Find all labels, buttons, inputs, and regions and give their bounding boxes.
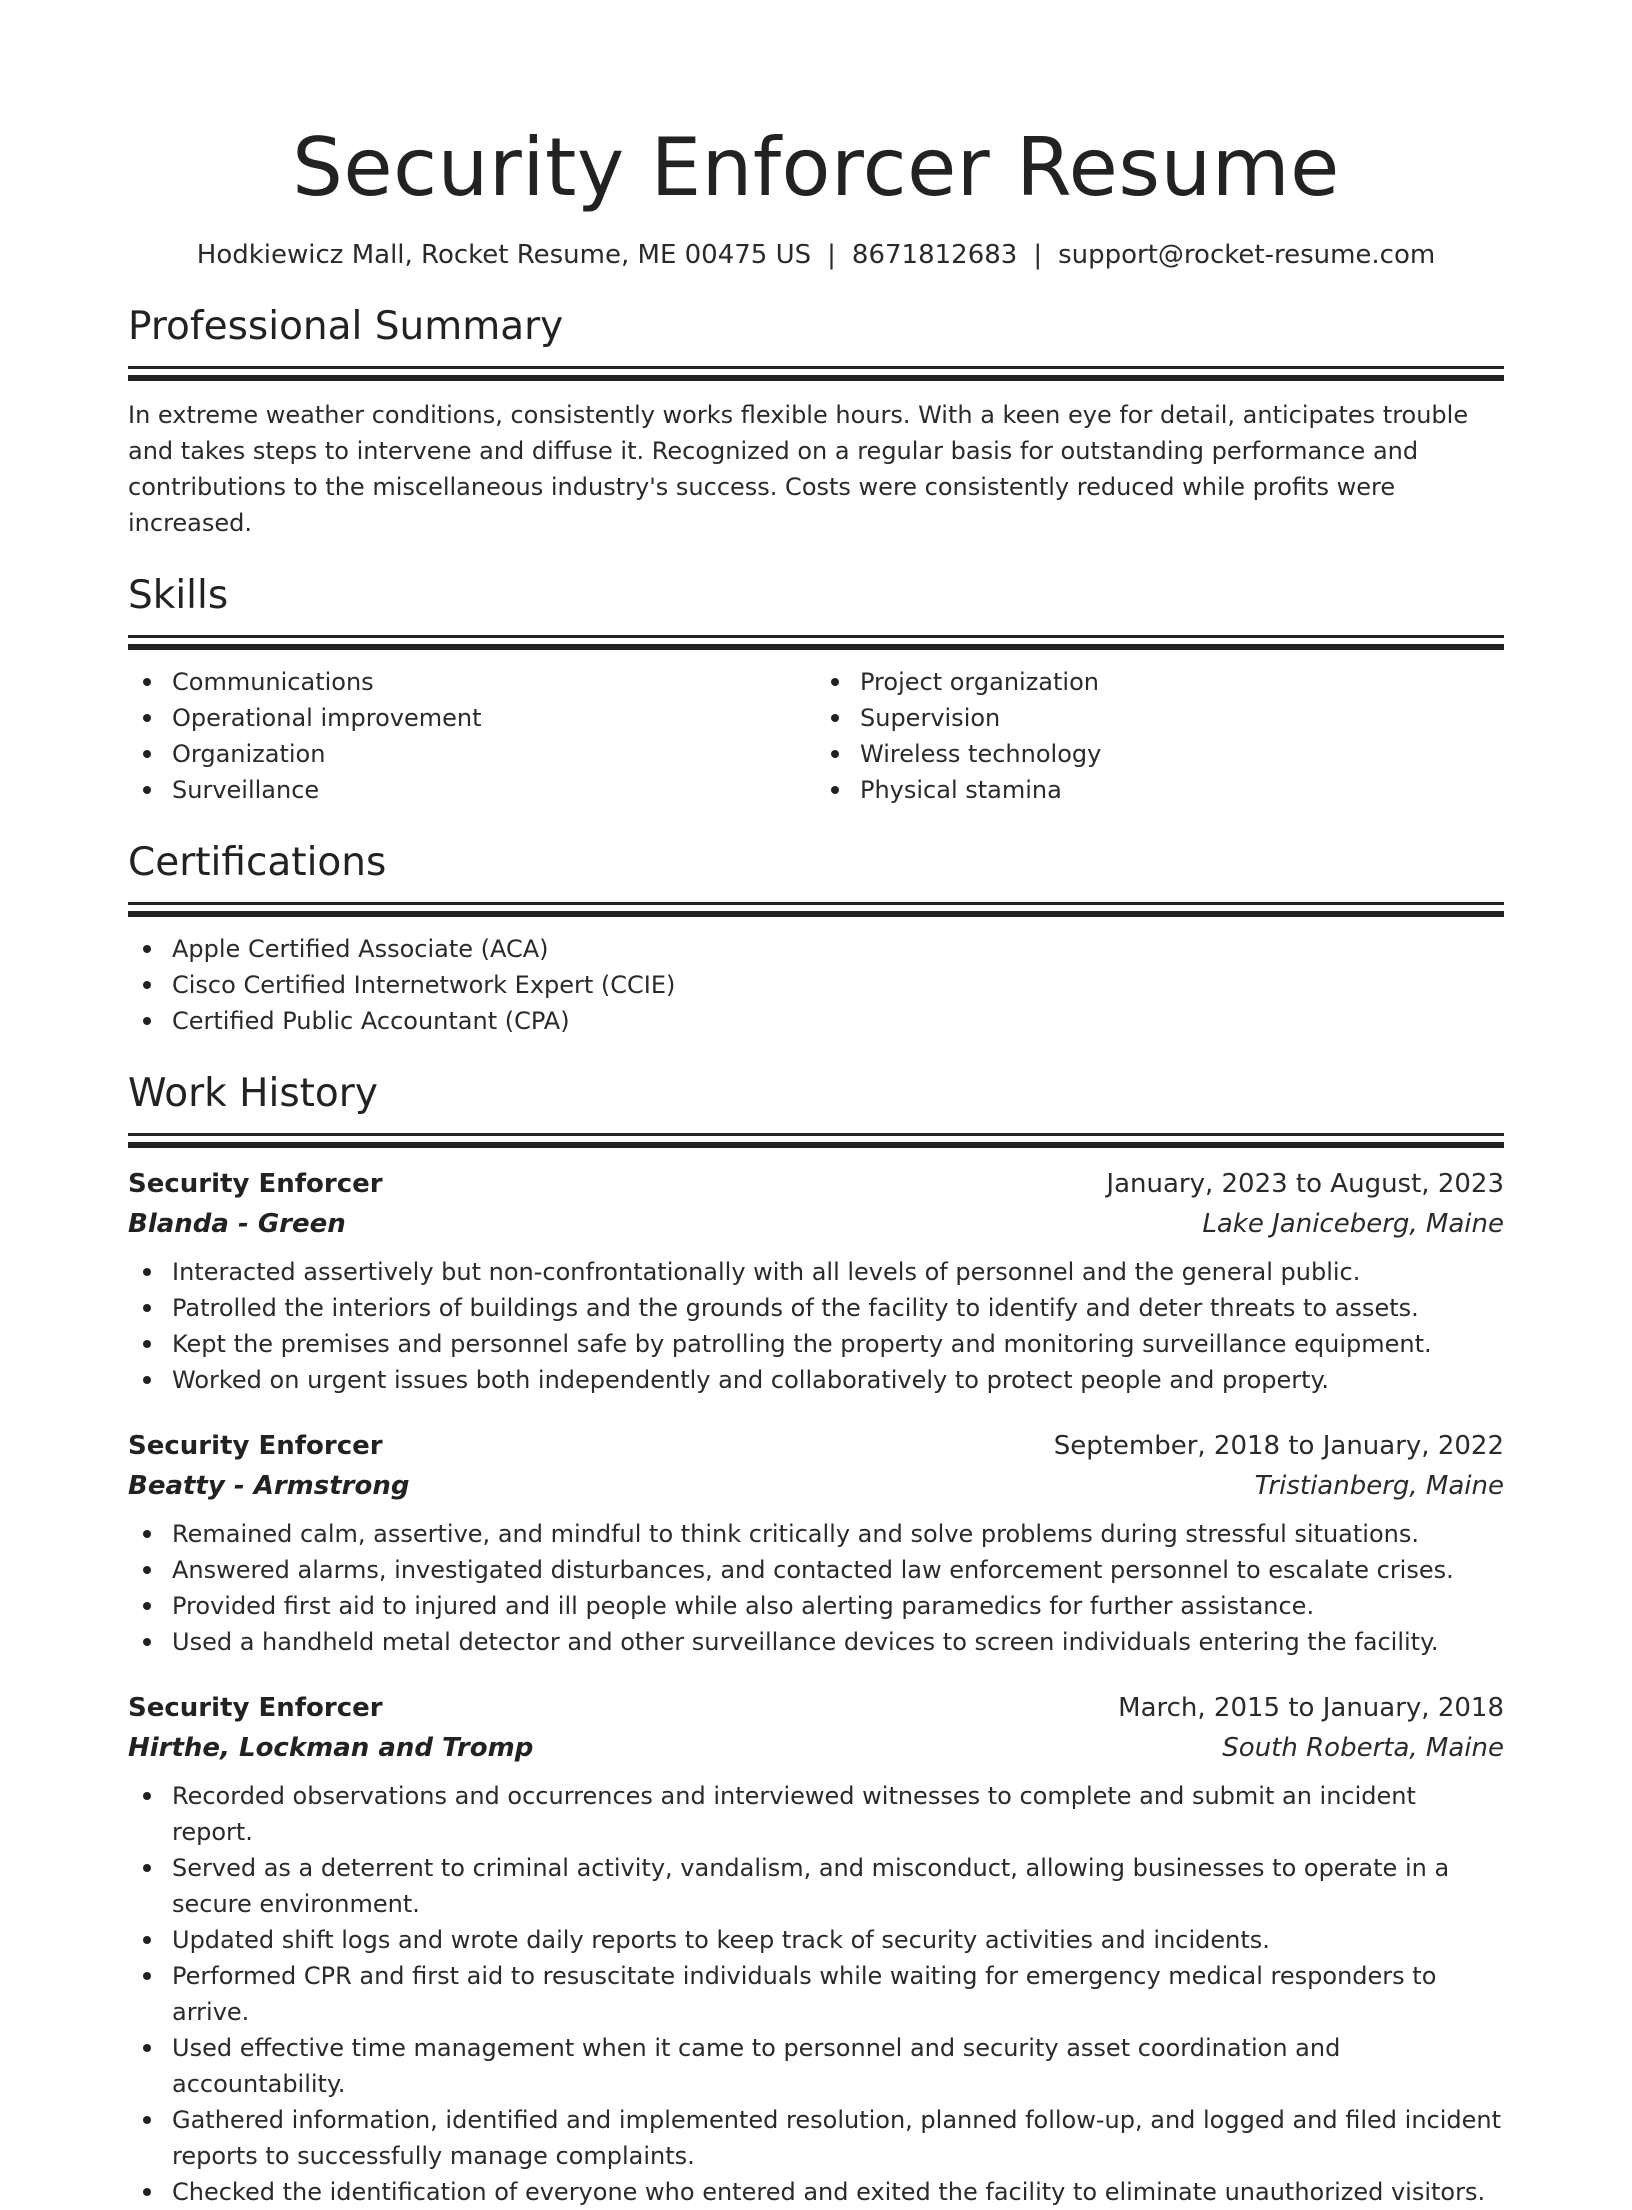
job-company-row: [128, 1204, 1504, 1244]
job-dates: March, 2015 to January, 2018: [1118, 1693, 1504, 1723]
certifications-section: [128, 838, 1504, 1039]
summary-heading: Professional Summary: [128, 304, 564, 349]
section-divider: [128, 1133, 1504, 1136]
job-duty: Gathered information, identified and implemented resolution, planned follow-up, and logged and filed incident reports to successfully manage complaints.: [172, 2102, 1504, 2174]
job-duty: Remained calm, assertive, and mindful to think critically and solve problems during stressful situations.: [172, 1516, 1504, 1552]
job-header-row: [128, 1164, 1504, 1204]
skill-item: Surveillance: [172, 772, 816, 808]
job-entry: [128, 1164, 1504, 1398]
certifications-list: [128, 931, 1504, 1039]
job-dates: January, 2023 to August, 2023: [1106, 1169, 1504, 1199]
skill-item: Organization: [172, 736, 816, 772]
job-duty: Patrolled the interiors of buildings and the grounds of the facility to identify and deter threats to assets.: [172, 1290, 1504, 1326]
job-company-row: [128, 1466, 1504, 1506]
section-divider: [128, 366, 1504, 369]
certifications-heading: Certifications: [128, 840, 387, 885]
certification-item: Certified Public Accountant (CPA): [172, 1003, 1504, 1039]
job-duty: Used a handheld metal detector and other surveillance devices to screen individuals entering the facility.: [172, 1624, 1504, 1660]
contact-phone: 8671812683: [851, 240, 1018, 270]
job-title: Security Enforcer: [128, 1169, 383, 1199]
job-duties-list: [128, 1778, 1504, 2210]
job-company: Beatty - Armstrong: [128, 1471, 410, 1501]
section-divider: [128, 375, 1504, 381]
job-duty: Kept the premises and personnel safe by patrolling the property and monitoring surveillance equipment.: [172, 1326, 1504, 1362]
skills-list-right: [816, 664, 1504, 808]
contact-line: [128, 238, 1504, 272]
job-dates: September, 2018 to January, 2022: [1053, 1431, 1504, 1461]
contact-address: Hodkiewicz Mall, Rocket Resume, ME 00475 US: [196, 240, 812, 270]
job-entry: [128, 1426, 1504, 1660]
job-duty: Served as a deterrent to criminal activity, vandalism, and misconduct, allowing businesses to operate in a secure environment.: [172, 1850, 1504, 1922]
job-company-row: [128, 1728, 1504, 1768]
job-duty: Used effective time management when it came to personnel and security asset coordination and accountability.: [172, 2030, 1504, 2102]
job-duty: Recorded observations and occurrences and interviewed witnesses to complete and submit an incident report.: [172, 1778, 1504, 1850]
skill-item: Supervision: [860, 700, 1504, 736]
skill-item: Operational improvement: [172, 700, 816, 736]
job-location: Tristianberg, Maine: [1254, 1471, 1504, 1501]
job-duty: Interacted assertively but non-confrontationally with all levels of personnel and the general public.: [172, 1254, 1504, 1290]
job-header-row: [128, 1426, 1504, 1466]
job-header-row: [128, 1688, 1504, 1728]
section-divider: [128, 902, 1504, 905]
skill-item: Project organization: [860, 664, 1504, 700]
job-entry: [128, 1688, 1504, 2210]
certification-item: Cisco Certified Internetwork Expert (CCIE): [172, 967, 1504, 1003]
skill-item: Communications: [172, 664, 816, 700]
summary-text: In extreme weather conditions, consistently works flexible hours. With a keen eye for detail, anticipates trouble and takes steps to intervene and diffuse it. Recognized on a regular basis for outstanding performance and contributions to the miscellaneous industry's success. Costs were consistently reduced while profits were increased.: [128, 401, 1469, 537]
section-divider: [128, 1142, 1504, 1148]
section-divider: [128, 635, 1504, 638]
skills-list-left: [128, 664, 816, 808]
contact-separator: |: [827, 240, 836, 270]
job-location: Lake Janiceberg, Maine: [1202, 1209, 1504, 1239]
job-location: South Roberta, Maine: [1222, 1733, 1504, 1763]
job-duty: Updated shift logs and wrote daily reports to keep track of security activities and incidents.: [172, 1922, 1504, 1958]
certification-item: Apple Certified Associate (ACA): [172, 931, 1504, 967]
job-duty: Provided first aid to injured and ill people while also alerting paramedics for further assistance.: [172, 1588, 1504, 1624]
section-divider: [128, 911, 1504, 917]
skill-item: Physical stamina: [860, 772, 1504, 808]
resume-title: Security Enforcer Resume: [292, 121, 1340, 214]
work-history-heading: Work History: [128, 1071, 378, 1116]
job-duty: Answered alarms, investigated disturbances, and contacted law enforcement personnel to escalate crises.: [172, 1552, 1504, 1588]
job-duty: Checked the identification of everyone who entered and exited the facility to eliminate unauthorized visitors.: [172, 2174, 1504, 2210]
contact-separator: |: [1033, 240, 1043, 270]
work-history-section: [128, 1069, 1504, 2210]
job-duty: Performed CPR and first aid to resuscitate individuals while waiting for emergency medical responders to arrive.: [172, 1958, 1504, 2030]
job-company: Hirthe, Lockman and Tromp: [128, 1733, 534, 1763]
contact-email: support@rocket-resume.com: [1058, 240, 1436, 270]
summary-section: [128, 302, 1504, 541]
job-duties-list: [128, 1516, 1504, 1660]
skill-item: Wireless technology: [860, 736, 1504, 772]
skills-section: [128, 571, 1504, 808]
job-title: Security Enforcer: [128, 1431, 383, 1461]
skills-grid: [128, 650, 1504, 808]
job-title: Security Enforcer: [128, 1693, 383, 1723]
job-duties-list: [128, 1254, 1504, 1398]
skills-heading: Skills: [128, 573, 229, 618]
job-duty: Worked on urgent issues both independently and collaboratively to protect people and property.: [172, 1362, 1504, 1398]
job-company: Blanda - Green: [128, 1209, 346, 1239]
